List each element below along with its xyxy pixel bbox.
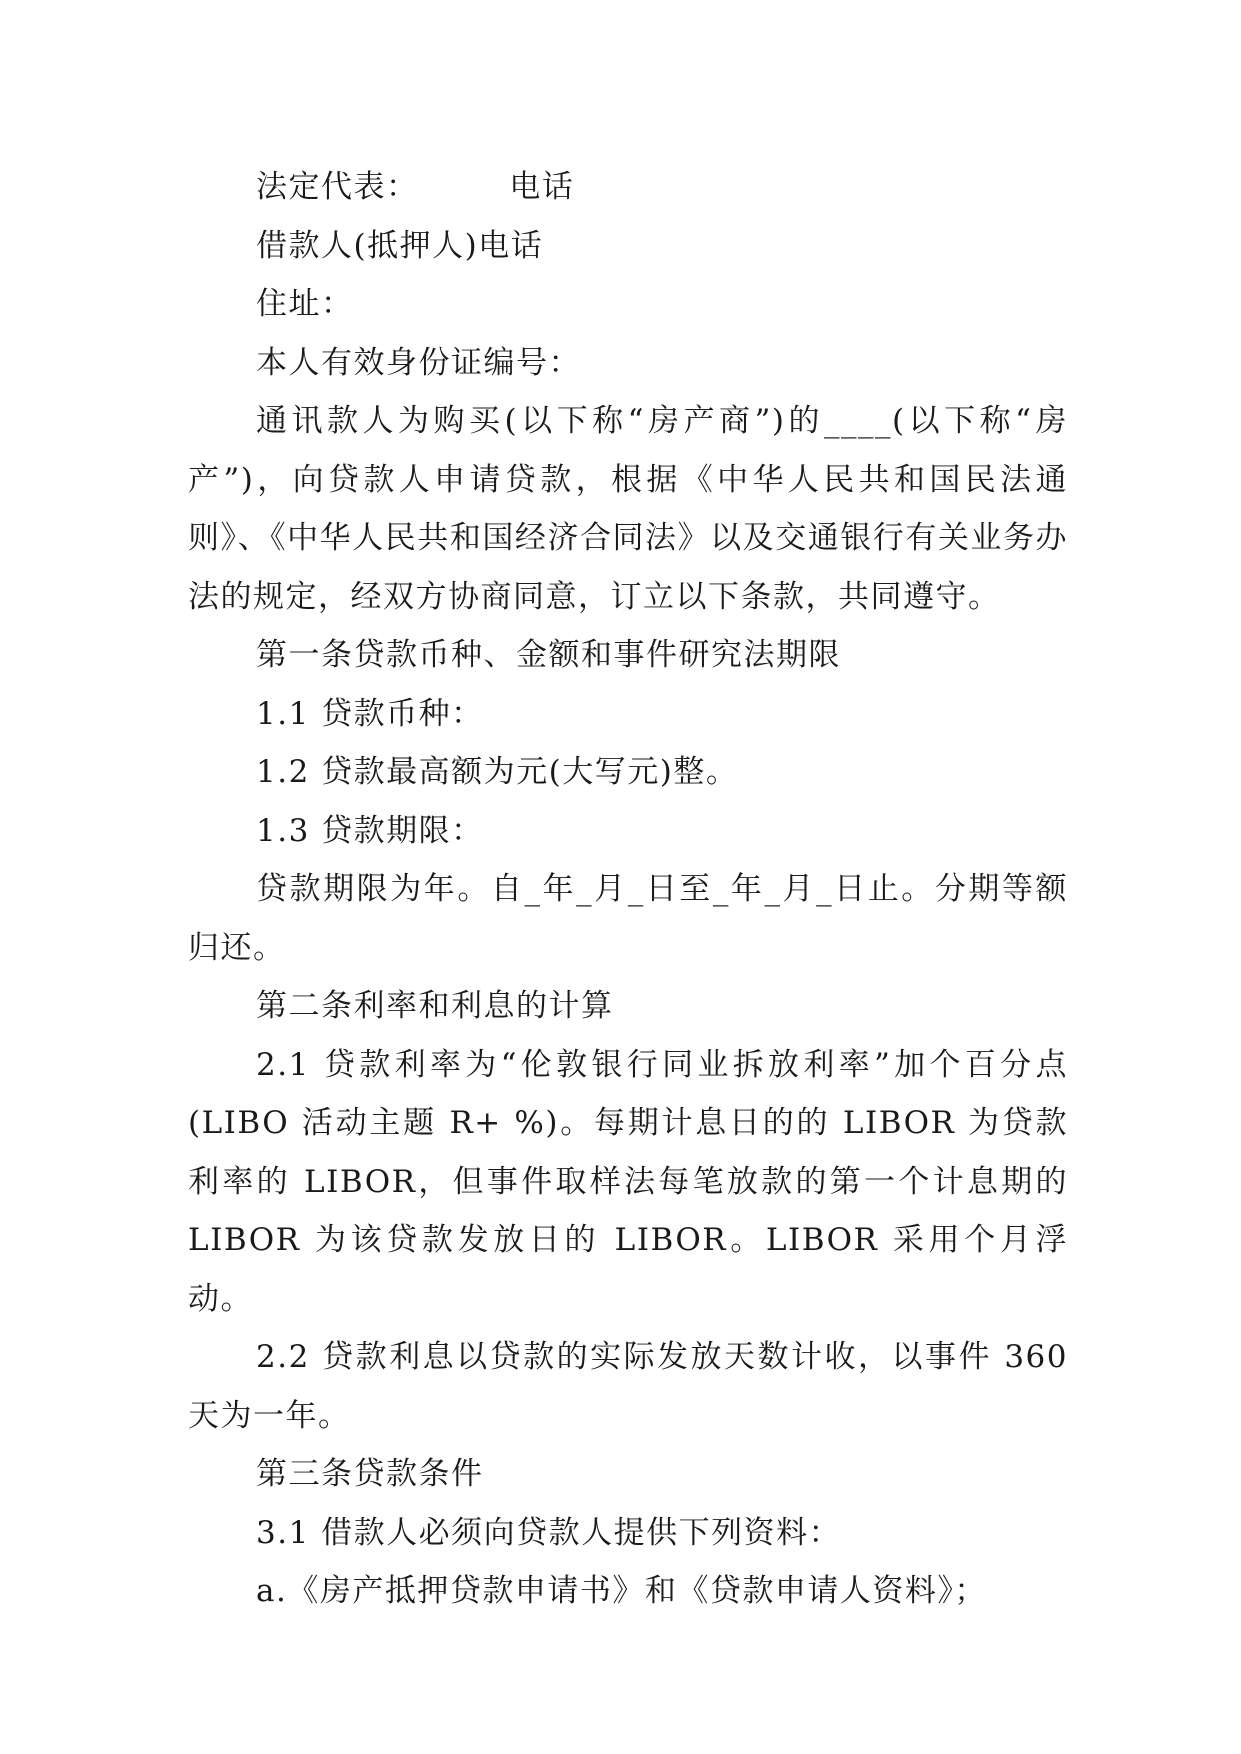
clause-3-1-a: a.《房产抵押贷款申请书》和《贷款申请人资料》； — [256, 1573, 987, 1609]
paragraph-address: 住址： — [256, 286, 354, 322]
paragraph-loan-term: 贷款期限为年。自_年_月_日至_年_月_日止。分期等额归还。 — [188, 871, 1068, 966]
clause-2-2: 2.2 贷款利息以贷款的实际发放天数计收，以事件 360 天为一年。 — [188, 1339, 1068, 1434]
paragraph-preamble: 通讯款人为购买(以下称“房产商”)的____(以下称“房产”)，向贷款人申请贷款，根据《中华人民共和国民法通则》、《中华人民共和国经济合同法》以及交通银行有关业务办法的规定，经双方协商同意，订立以下条款，共同遵守。 — [188, 403, 1068, 615]
paragraph-id-number: 本人有效身份证编号： — [256, 344, 581, 381]
paragraph-legal-representative: 法定代表： 电话 — [256, 169, 575, 205]
article-2-heading: 第二条利率和利息的计算 — [256, 988, 614, 1024]
clause-1-2: 1.2 贷款最高额为元(大写元)整。 — [256, 754, 739, 790]
clause-1-3: 1.3 贷款期限： — [256, 812, 484, 849]
paragraph-borrower: 借款人(抵押人)电话 — [256, 227, 544, 264]
clause-2-1: 2.1 贷款利率为“伦敦银行同业拆放利率”加个百分点(LIBO 活动主题 R+ %)。每期计息日的的 LIBOR 为贷款利率的 LIBOR，但事件取样法每笔放款的第一个计息期的 LIBOR 为该贷款发放日的 LIBOR。LIBOR 采用个月浮动。 — [188, 1046, 1068, 1317]
document-body — [188, 158, 1068, 1621]
clause-3-1: 3.1 借款人必须向贷款人提供下列资料： — [256, 1514, 842, 1551]
clause-1-1: 1.1 贷款币种： — [256, 695, 484, 732]
article-3-heading: 第三条贷款条件 — [256, 1456, 484, 1492]
article-1-heading: 第一条贷款币种、金额和事件研究法期限 — [256, 637, 841, 673]
